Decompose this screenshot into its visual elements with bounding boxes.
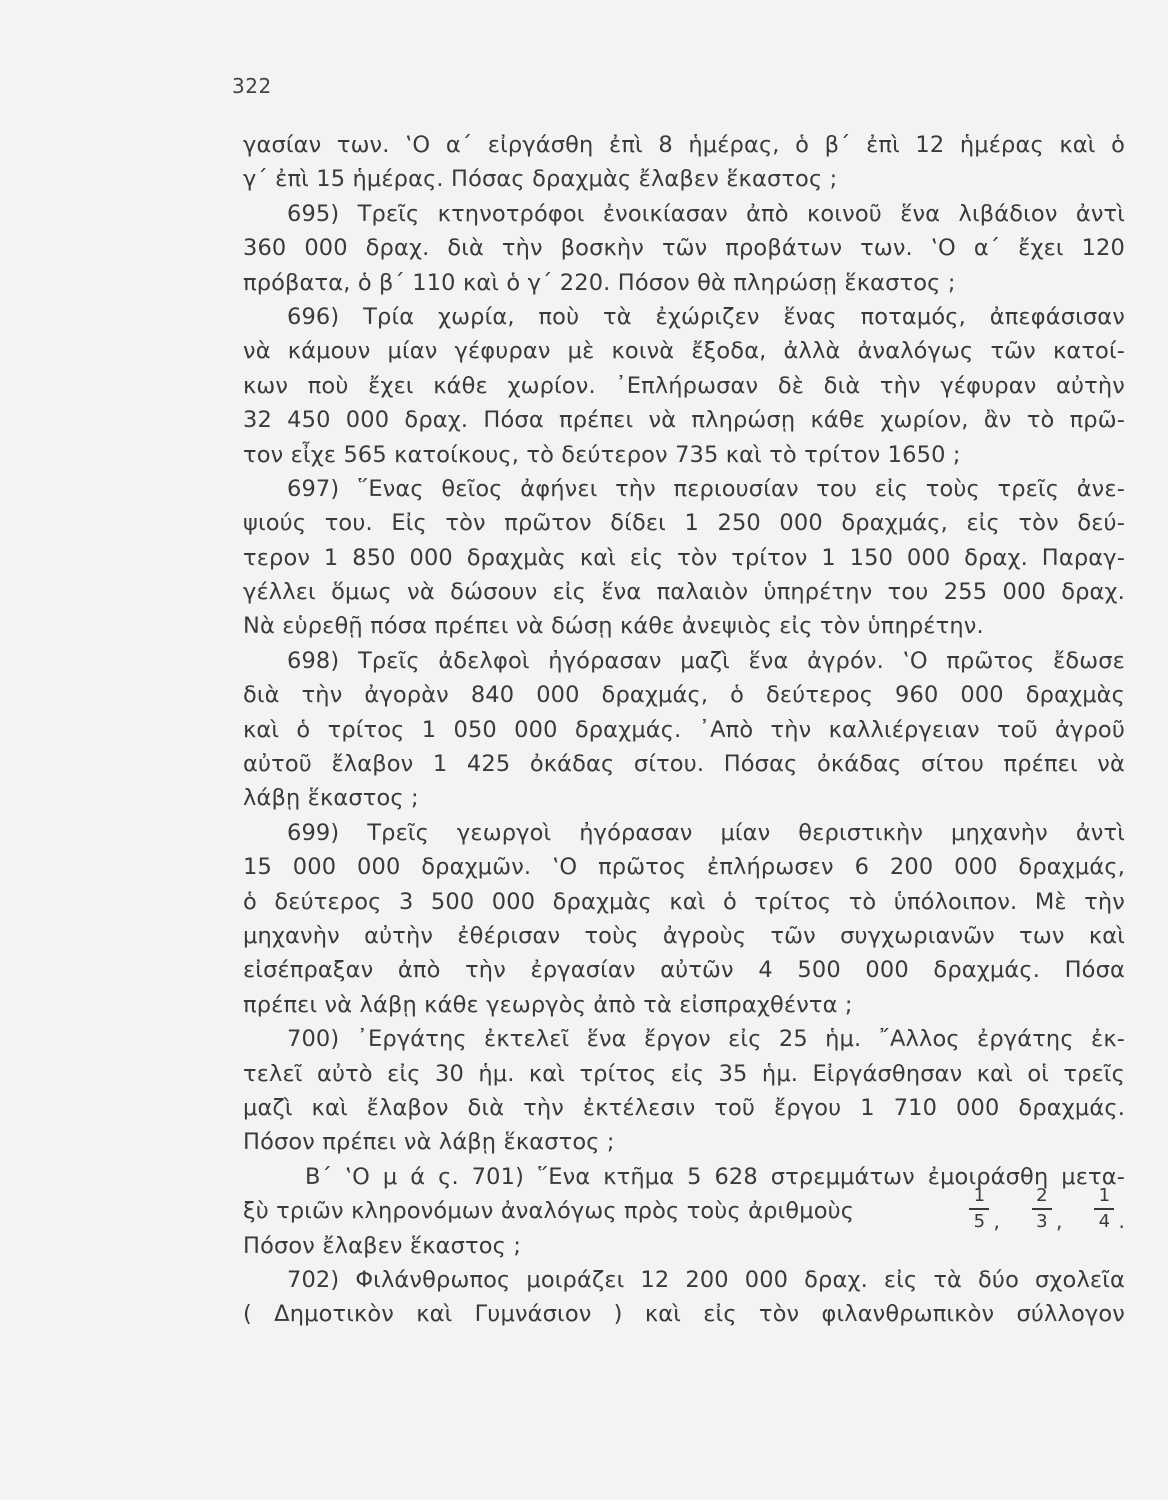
text-line: Πόσον ἔλαβεν ἕκαστος ;	[243, 1232, 522, 1259]
fraction-group: $\frac{1}{5}$ , $\frac{2}{3}$ , $\frac{1}{4}$ .	[969, 1186, 1125, 1232]
text-line: 15 000 000 δραχμῶν. ‛Ο πρῶτος ἐπλήρωσεν 6 200 000 δραχμάς,	[243, 854, 1125, 881]
text-line: Πόσον πρέπει νὰ λάβῃ ἕκαστος ;	[243, 1129, 615, 1156]
text-line: τον εἶχε 565 κατοίκους, τὸ δεύτερον 735 καὶ τὸ τρίτον 1650 ;	[243, 441, 961, 468]
text-line: 360 000 δραχ. διὰ τὴν βοσκὴν τῶν προβάτων των. ‛Ο α΄ ἔχει 120	[243, 235, 1125, 262]
problem-699-line: 699) Τρεῖς γεωργοὶ ἠγόρασαν μίαν θεριστικὴν μηχανὴν ἀντὶ	[287, 819, 1125, 846]
text-line: αὐτοῦ ἔλαβον 1 425 ὀκάδας σίτου. Πόσας ὀκάδας σίτου πρέπει νὰ	[243, 751, 1125, 778]
text-line: ξὺ τριῶν κληρονόμων ἀναλόγως πρὸς τοὺς ἀριθμοὺς	[243, 1198, 855, 1225]
problem-698-line: 698) Τρεῖς ἀδελφοὶ ἠγόρασαν μαζὶ ἕνα ἀγρόν. ‛Ο πρῶτος ἔδωσε	[287, 647, 1125, 674]
text-line: μηχανὴν αὐτὴν ἐθέρισαν τοὺς ἀγροὺς τῶν συγχωριανῶν των καὶ	[243, 922, 1125, 949]
text-line: τερον 1 850 000 δραχμὰς καὶ εἰς τὸν τρίτον 1 150 000 δραχ. Παραγ-	[243, 544, 1125, 571]
text-line: νὰ κάμουν μίαν γέφυραν μὲ κοινὰ ἔξοδα, ἀλλὰ ἀναλόγως τῶν κατοί-	[243, 338, 1125, 365]
body-text	[243, 128, 1125, 1332]
text-line: γέλλει ὅμως νὰ δώσουν εἰς ἕνα παλαιὸν ὑπηρέτην του 255 000 δραχ.	[243, 579, 1125, 606]
problem-695-line: 695) Τρεῖς κτηνοτρόφοι ἐνοικίασαν ἀπὸ κοινοῦ ἕνα λιβάδιον ἀντὶ	[287, 200, 1125, 227]
text-line: γ΄ ἐπὶ 15 ἡμέρας. Πόσας δραχμὰς ἔλαβεν ἕκαστος ;	[243, 166, 838, 193]
text-line: εἰσέπραξαν ἀπὸ τὴν ἐργασίαν αὐτῶν 4 500 000 δραχμάς. Πόσα	[243, 957, 1125, 984]
text-line: μαζὶ καὶ ἔλαβον διὰ τὴν ἐκτέλεσιν τοῦ ἔργου 1 710 000 δραχμάς.	[243, 1094, 1125, 1121]
text-line: κων ποὺ ἔχει κάθε χωρίον. ᾿Επλήρωσαν δὲ διὰ τὴν γέφυραν αὐτὴν	[243, 372, 1125, 399]
fraction-one-fifth: $\frac{1}{5}$	[969, 1186, 989, 1232]
text-line: πρέπει νὰ λάβῃ κάθε γεωργὸς ἀπὸ τὰ εἰσπραχθέντα ;	[243, 991, 853, 1018]
text-line: τελεῖ αὐτὸ εἰς 30 ἡμ. καὶ τρίτος εἰς 35 ἡμ. Εἰργάσθησαν καὶ οἱ τρεῖς	[243, 1060, 1125, 1087]
text-line: διὰ τὴν ἀγορὰν 840 000 δραχμάς, ὁ δεύτερος 960 000 δραχμὰς	[243, 682, 1125, 709]
text-line: ψιούς του. Εἰς τὸν πρῶτον δίδει 1 250 000 δραχμάς, εἰς τὸν δεύ-	[243, 510, 1125, 537]
fraction-line	[243, 1185, 1125, 1233]
text-line: 32 450 000 δραχ. Πόσα πρέπει νὰ πληρώσῃ κάθε χωρίον, ἂν τὸ πρῶ-	[243, 407, 1125, 434]
problem-702-line: 702) Φιλάνθρωπος μοιράζει 12 200 000 δραχ. εἰς τὰ δύο σχολεῖα	[287, 1266, 1125, 1293]
fraction-two-thirds: $\frac{2}{3}$	[1032, 1186, 1052, 1232]
text-line: πρόβατα, ὁ β΄ 110 καὶ ὁ γ΄ 220. Πόσον θὰ πληρώσῃ ἕκαστος ;	[243, 269, 956, 296]
page-number: 322	[232, 74, 272, 98]
text-line: ( Δημοτικὸν καὶ Γυμνάσιον ) καὶ εἰς τὸν φιλανθρωπικὸν σύλλογον	[243, 1301, 1125, 1328]
text-line: καὶ ὁ τρίτος 1 050 000 δραχμάς. ᾿Απὸ τὴν καλλιέργειαν τοῦ ἀγροῦ	[243, 716, 1125, 743]
text-line: Νὰ εὑρεθῇ πόσα πρέπει νὰ δώσῃ κάθε ἀνεψιὸς εἰς τὸν ὑπηρέτην.	[243, 613, 984, 640]
problem-696-line: 696) Τρία χωρία, ποὺ τὰ ἐχώριζεν ἕνας ποταμός, ἀπεφάσισαν	[287, 303, 1125, 330]
problem-700-line: 700) ᾿Εργάτης ἐκτελεῖ ἕνα ἔργον εἰς 25 ἡμ. ῎Αλλος ἐργάτης ἐκ-	[287, 1026, 1125, 1053]
text-line: ὁ δεύτερος 3 500 000 δραχμὰς καὶ ὁ τρίτος τὸ ὑπόλοιπον. Μὲ τὴν	[243, 888, 1125, 915]
text-line: γασίαν των. ‛Ο α΄ εἰργάσθη ἐπὶ 8 ἡμέρας, ὁ β΄ ἐπὶ 12 ἡμέρας καὶ ὁ	[243, 132, 1125, 158]
group-b-heading-line: Β΄ ‛Ο μ ά ς. 701) ῞Ενα κτῆμα 5 628 στρεμμάτων ἐμοιράσθη μετα-	[305, 1163, 1125, 1190]
text-line: λάβῃ ἕκαστος ;	[243, 785, 419, 812]
fraction-one-fourth: $\frac{1}{4}$	[1094, 1186, 1114, 1232]
problem-697-line: 697) ῞Ενας θεῖος ἀφήνει τὴν περιουσίαν του εἰς τοὺς τρεῖς ἀνε-	[287, 475, 1125, 502]
